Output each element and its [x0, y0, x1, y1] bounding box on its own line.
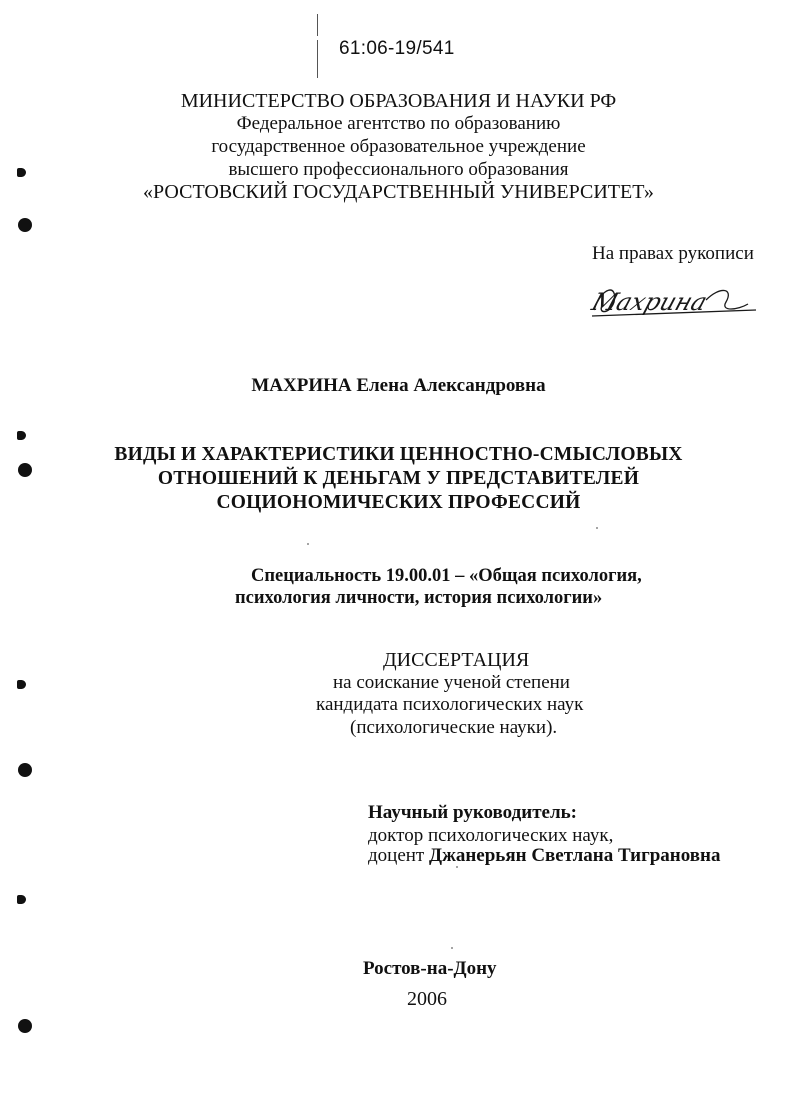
- punch-hole-mark: [17, 895, 26, 904]
- signature-text: Махрина: [588, 287, 711, 316]
- agency-name: Федеральное агентство по образованию: [236, 113, 561, 134]
- title-line3: СОЦИОНОМИЧЕСКИХ ПРОФЕССИЙ: [216, 492, 581, 513]
- specialty-line1: Специальность 19.00.01 – «Общая психология,: [251, 566, 642, 586]
- punch-hole-mark: [18, 763, 32, 777]
- punch-hole-mark: [17, 680, 26, 689]
- year: 2006: [407, 988, 447, 1010]
- scan-speck: [451, 947, 453, 949]
- punch-hole-mark: [18, 218, 32, 232]
- archive-code: 61:06-19/541: [339, 38, 455, 59]
- author-signature: [588, 280, 763, 328]
- title-line2: ОТНОШЕНИЙ К ДЕНЬГАМ У ПРЕДСТАВИТЕЛЕЙ: [157, 468, 640, 489]
- university-name: «РОСТОВСКИЙ ГОСУДАРСТВЕННЫЙ УНИВЕРСИТЕТ»: [143, 181, 654, 203]
- specialty-line2: психология личности, история психологии»: [235, 588, 603, 608]
- punch-hole-mark: [18, 1019, 32, 1033]
- city: Ростов-на-Дону: [363, 958, 497, 979]
- scan-speck: [307, 543, 309, 545]
- dissertation-heading: ДИССЕРТАЦИЯ: [383, 649, 530, 671]
- dissertation-line2: кандидата психологических наук: [316, 694, 584, 715]
- author-name: МАХРИНА Елена Александровна: [251, 375, 546, 396]
- punch-hole-mark: [17, 431, 26, 440]
- dissertation-line1: на соискание ученой степени: [333, 672, 570, 693]
- scan-margin-line: [317, 14, 318, 36]
- title-line1: ВИДЫ И ХАРАКТЕРИСТИКИ ЦЕННОСТНО-СМЫСЛОВЫХ: [114, 444, 683, 465]
- manuscript-rights: На правах рукописи: [592, 243, 754, 264]
- supervisor-rank: доцент: [368, 845, 425, 866]
- supervisor-rank-name: [368, 845, 720, 867]
- ministry-name: МИНИСТЕРСТВО ОБРАЗОВАНИЯ И НАУКИ РФ: [180, 90, 617, 112]
- dissertation-line3: (психологические науки).: [350, 717, 558, 738]
- scan-speck: [596, 527, 598, 529]
- supervisor-degree: доктор психологических наук,: [368, 825, 614, 846]
- supervisor-name: Джанерьян Светлана Тиграновна: [429, 845, 721, 866]
- supervisor-heading: Научный руководитель:: [368, 802, 577, 823]
- scan-margin-line: [317, 40, 318, 78]
- institution-type-line2: высшего профессионального образования: [228, 159, 569, 180]
- institution-type-line1: государственное образовательное учреждение: [211, 136, 586, 157]
